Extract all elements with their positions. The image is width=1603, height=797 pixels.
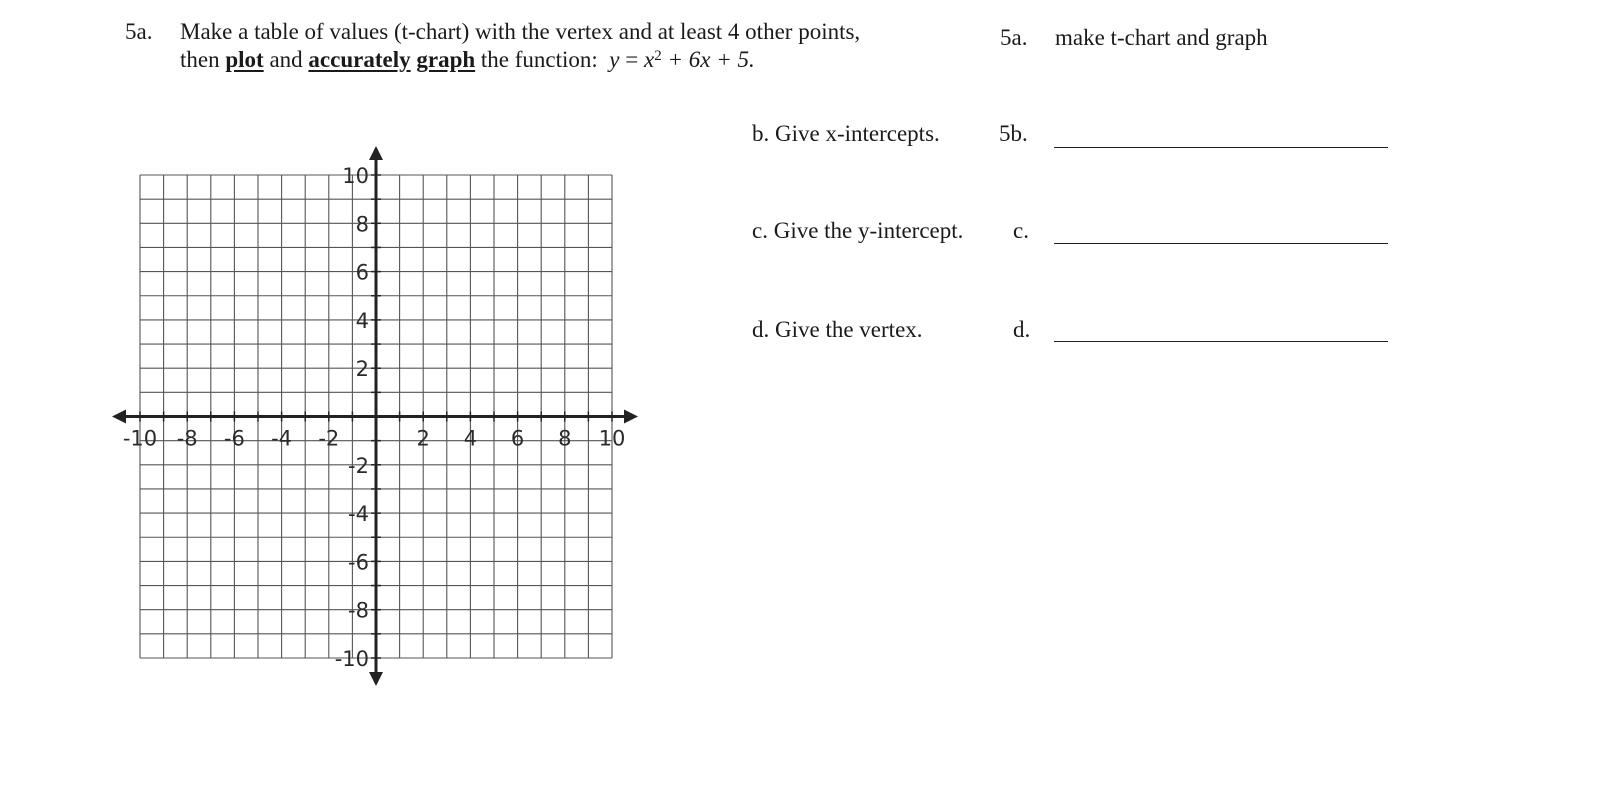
x-tick-label: -10 xyxy=(122,426,158,451)
answer-5a-text: make t-chart and graph xyxy=(1055,25,1268,50)
x-tick-label: 6 xyxy=(510,426,525,451)
x-tick-label: -6 xyxy=(223,426,245,451)
accurately-keyword: accurately xyxy=(308,47,411,72)
y-tick-label: 10 xyxy=(342,164,369,188)
plot-keyword: plot xyxy=(225,47,264,72)
y-tick-label: 4 xyxy=(355,308,369,333)
question-d: d. Give the vertex. xyxy=(752,317,923,342)
question-c: c. Give the y-intercept. xyxy=(752,218,964,243)
x-tick-label: 10 xyxy=(598,426,626,451)
y-tick-label: -10 xyxy=(334,647,369,671)
question-b: b. Give x-intercepts. xyxy=(752,121,940,146)
y-axis-arrow-down xyxy=(369,672,383,686)
x-tick-label: -2 xyxy=(318,426,340,451)
graph-keyword: graph xyxy=(416,47,476,72)
y-tick-label: 2 xyxy=(355,357,369,382)
x-tick-label: 8 xyxy=(558,426,572,451)
x-axis-arrow-right xyxy=(624,410,638,424)
instruction-prefix: then xyxy=(180,47,226,72)
problem-number: 5a. xyxy=(125,19,153,44)
x-tick-label: -4 xyxy=(271,426,293,451)
answer-d-label: d. xyxy=(1013,317,1031,342)
y-tick-label: -2 xyxy=(348,453,369,478)
y-tick-label: -4 xyxy=(348,502,369,527)
answer-5a-label: 5a. xyxy=(1000,25,1028,50)
axes xyxy=(112,146,638,686)
y-tick-label: 6 xyxy=(355,260,369,285)
x-axis-arrow-left xyxy=(112,410,126,424)
y-tick-label: -8 xyxy=(348,598,369,623)
y-tick-label: 8 xyxy=(355,212,369,237)
function-equation: $y = x^2 + 6x + 5$. xyxy=(609,47,755,72)
answer-5b-label: 5b. xyxy=(999,121,1028,146)
answer-c-label: c. xyxy=(1013,218,1029,243)
instruction-suffix: the function: xyxy=(475,47,598,72)
x-tick-label: 4 xyxy=(463,426,478,451)
y-tick-label: -6 xyxy=(348,550,369,575)
x-tick-label: 2 xyxy=(416,426,430,451)
and-word: and xyxy=(263,47,309,72)
problem-instruction-line1: Make a table of values (t-chart) with the vertex and at least 4 other points, xyxy=(180,19,861,44)
x-tick-label: -8 xyxy=(176,426,198,451)
y-axis-arrow-up xyxy=(369,146,383,160)
